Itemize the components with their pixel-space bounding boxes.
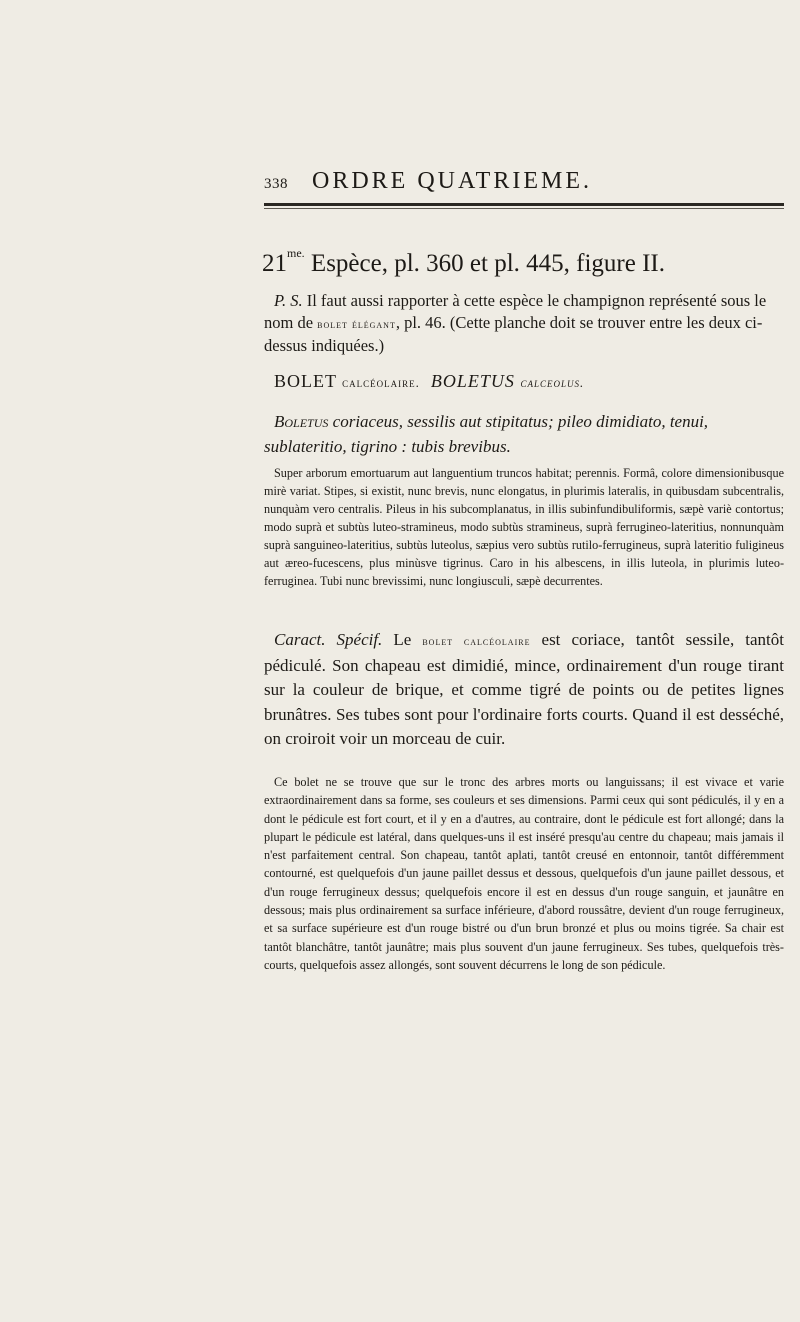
title-name-fr: BOLET xyxy=(274,371,337,391)
latin-diagnosis xyxy=(264,409,784,459)
page-number: 338 xyxy=(264,176,288,192)
latin-description: Super arborum emortuarum aut languentium truncos habitat; perennis. Formâ, colore dimensionibusque mirè variat. Stipes, si existit, nunc brevis, nunc elongatus, in plurimis lateralis, in quibusdam subcentralis, nunquàm vero centralis. Pileus in his subcomplanatus, in illis subinfundibuliformis, sæpè variè contortus; modo suprà et subtùs luteo-stramineus, modo subtùs stramineus, suprà ferrugineo-lateritius, nonnunquàm suprà sanguineo-lateritius, subtùs luteolus, sæpius vero subtùs rutilo-ferrugineus, suprà lateritio fuligineus aut æreo-fucescens, plus minùsve tigrinus. Caro in his albescens, in illis luteola, in plurimis luteo-ferruginea. Tubi nunc brevissimi, nunc longiusculi, sæpè decurrentes. xyxy=(264,466,784,588)
species-number: 21 xyxy=(262,250,287,277)
french-species-name: bolet calcéolaire xyxy=(422,634,531,648)
latin-diagnosis-text: coriaceus, sessilis aut stipitatus; pileo dimidiato, tenui, sublateritio, tigrino : tubis brevibus. xyxy=(264,412,709,456)
title-epithet-fr: calcéolaire. xyxy=(342,375,420,390)
species-heading xyxy=(262,246,665,278)
postscript-note xyxy=(264,290,784,357)
french-diagnosis xyxy=(264,628,784,752)
species-number-suffix: me. xyxy=(287,246,305,260)
postscript-text-a: Il faut aussi rapporter à cette espèce le champignon représenté sous le nom de xyxy=(264,291,767,332)
header-rule xyxy=(264,203,784,206)
running-title: ORDRE QUATRIEME. xyxy=(312,168,592,194)
cross-reference-name: bolet élégant xyxy=(317,317,396,331)
french-diagnosis-text-b: est coriace, tantôt sessile, tantôt pédiculé. Son chapeau est dimidié, mince, ordinairement d'un rouge tirant sur la couleur de brique, et comme tigré de points ou de petites lignes brunâtres. Ses tubes sont pour l'ordinaire forts courts. Quand il est desséché, on croiroit voir un morceau de cuir. xyxy=(264,630,784,748)
header-rule-thin xyxy=(264,208,784,209)
french-description: Ce bolet ne se trouve que sur le tronc des arbres morts ou languissans; il est vivace et varie extraordinairement dans sa forme, ses couleurs et ses dimensions. Parmi ceux qui sont pédiculés, il y en a dont le pédicule est fort court, et il y en a d'autres, au contraire, dont le pédicule est fort allongé; dans la plupart le pédicule est latéral, dans quelques-uns il est inséré presqu'au centre du chapeau; mais jamais il n'est parfaitement central. Son chapeau, tantôt aplati, tantôt creusé en entonnoir, tantôt différemment contourné, est quelquefois d'un jaune paillet dessus et dessous, quelquefois d'un jaune paillet dessous, et d'un rouge ferrugineux dessus; quelquefois encore il est en dessus d'un rouge sanguin, et jaunâtre en dessous; mais plus ordinairement sa surface inférieure, d'abord roussâtre, devient d'un rouge ferrugineux, et sa surface supérieure est d'un rouge bistré ou d'un brun bronzé et plus ou moins tigrée. Sa chair est tantôt blanchâtre, tantôt jaunâtre; mais plus souvent d'un jaune ferrugineux. Ses tubes, quelquefois très-courts, quelquefois assez allongés, sont souvent décurrens le long de son pédicule. xyxy=(264,775,784,972)
species-title xyxy=(264,371,784,392)
title-name-la: BOLETUS xyxy=(430,371,515,391)
french-diagnosis-text-a: Le xyxy=(382,630,423,649)
postscript-text-b: , pl. 46. (Cette planche doit se trouver entre les deux ci-dessus indiquées.) xyxy=(264,313,763,355)
latin-genus: Boletus xyxy=(274,412,329,431)
running-header xyxy=(264,160,800,196)
title-epithet-la: calceolus. xyxy=(520,375,585,390)
species-heading-text: Espèce, pl. 360 et pl. 445, figure II. xyxy=(304,250,665,277)
postscript-lead: P. S. xyxy=(274,291,303,310)
french-diagnosis-lead: Caract. Spécif. xyxy=(274,630,383,649)
